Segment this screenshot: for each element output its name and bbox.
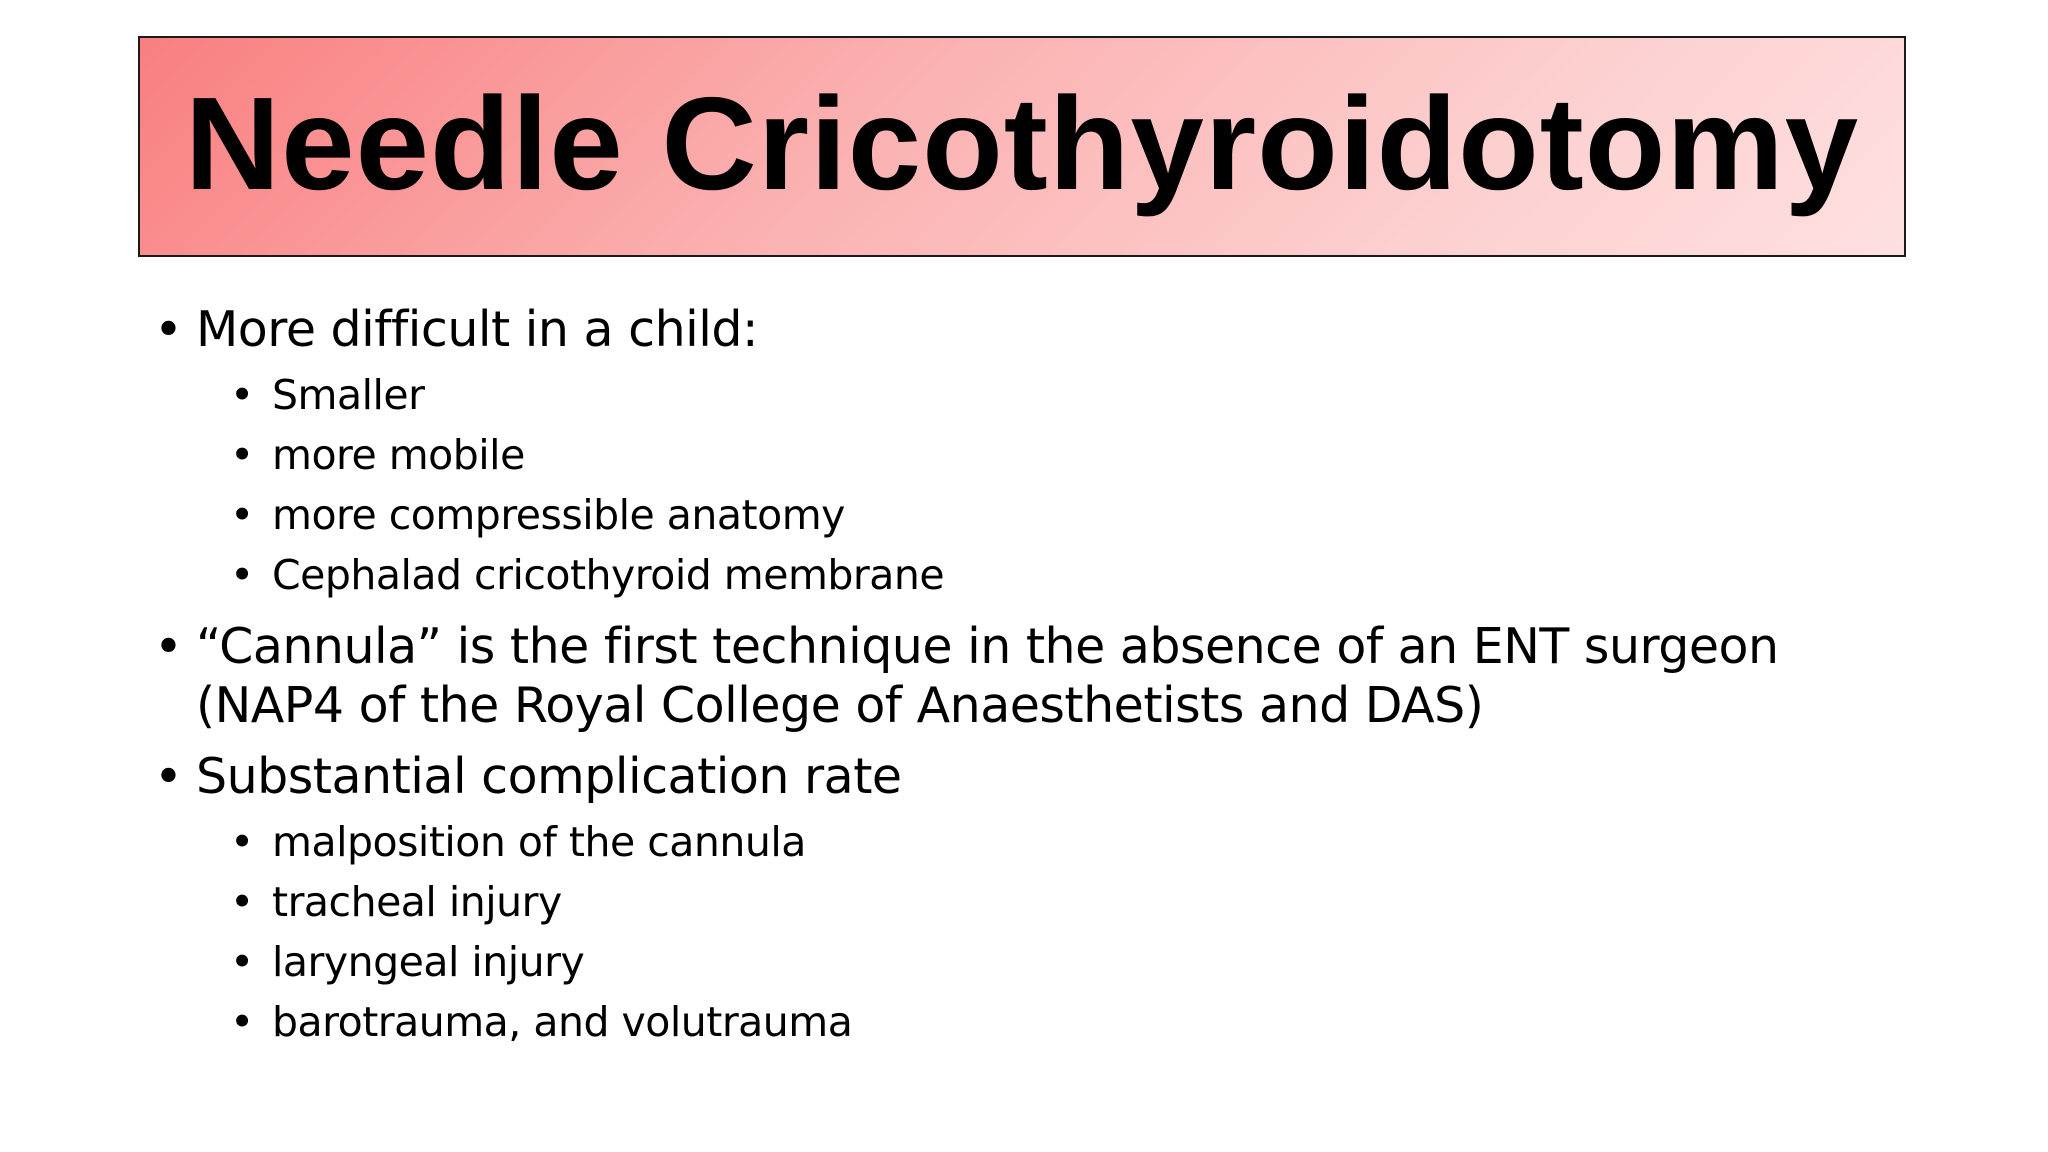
bullet-dot-icon: • xyxy=(230,818,254,866)
bullet-dot-icon: • xyxy=(230,371,254,419)
bullet-dot-icon: • xyxy=(230,491,254,539)
bullet-item xyxy=(150,300,1910,605)
bullet-dot-icon: • xyxy=(230,938,254,986)
sub-bullet-text: more compressible anatomy xyxy=(272,491,845,539)
sub-bullet-item xyxy=(196,812,1910,872)
bullet-list xyxy=(150,300,1910,1064)
sub-bullet-text: malposition of the cannula xyxy=(272,818,806,866)
slide-title: Needle Cricothyroidotomy xyxy=(184,69,1860,217)
bullet-dot-icon: • xyxy=(154,748,183,805)
bullet-text: More difficult in a child: xyxy=(196,301,758,358)
bullet-dot-icon: • xyxy=(230,878,254,926)
bullet-dot-icon: • xyxy=(154,618,183,675)
sub-bullet-text: tracheal injury xyxy=(272,878,562,926)
sub-bullet-item xyxy=(196,425,1910,485)
sub-bullet-text: Cephalad cricothyroid membrane xyxy=(272,551,945,599)
sub-bullet-list xyxy=(196,365,1910,605)
bullet-dot-icon: • xyxy=(154,301,183,358)
sub-bullet-text: laryngeal injury xyxy=(272,938,585,986)
title-banner xyxy=(138,36,1906,257)
sub-bullet-item xyxy=(196,932,1910,992)
sub-bullet-item xyxy=(196,992,1910,1052)
sub-bullet-text: Smaller xyxy=(272,371,425,419)
bullet-item xyxy=(150,617,1910,735)
bullet-dot-icon: • xyxy=(230,551,254,599)
sub-bullet-item xyxy=(196,872,1910,932)
sub-bullet-text: more mobile xyxy=(272,431,525,479)
sub-bullet-item xyxy=(196,365,1910,425)
sub-bullet-item xyxy=(196,485,1910,545)
bullet-text: “Cannula” is the first technique in the absence of an ENT surgeon (NAP4 of the Royal College of Anaesthetists and DAS) xyxy=(196,618,1779,734)
bullet-dot-icon: • xyxy=(230,431,254,479)
bullet-dot-icon: • xyxy=(230,998,254,1046)
sub-bullet-list xyxy=(196,812,1910,1052)
bullet-item xyxy=(150,747,1910,1052)
sub-bullet-item xyxy=(196,545,1910,605)
sub-bullet-text: barotrauma, and volutrauma xyxy=(272,998,853,1046)
bullet-text: Substantial complication rate xyxy=(196,748,902,805)
